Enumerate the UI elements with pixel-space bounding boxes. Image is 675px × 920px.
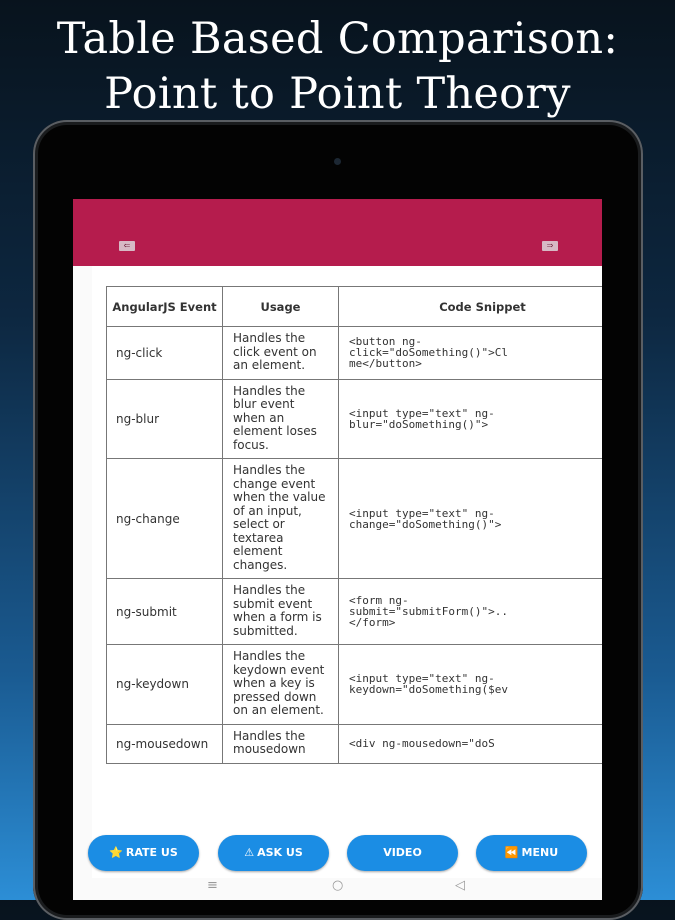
table-row xyxy=(107,379,603,459)
event-name: ng-change xyxy=(107,459,223,579)
content-area[interactable] xyxy=(92,266,602,878)
header-usage: Usage xyxy=(223,287,339,327)
table-row xyxy=(107,327,603,380)
event-name: ng-click xyxy=(107,327,223,380)
event-name: ng-submit xyxy=(107,579,223,645)
code-snippet: <input type="text" ng- blur="doSomething()"> xyxy=(339,379,603,459)
event-name: ng-blur xyxy=(107,379,223,459)
event-usage: Handles the click event on an element. xyxy=(223,327,339,380)
event-usage: Handles the blur event when an element loses focus. xyxy=(223,379,339,459)
event-usage: Handles the submit event when a form is submitted. xyxy=(223,579,339,645)
star-icon: ⭐ xyxy=(109,846,123,859)
rewind-icon: ⏪ xyxy=(504,846,519,859)
events-table xyxy=(106,286,602,764)
menu-button[interactable] xyxy=(476,835,587,871)
code-snippet: <form ng- submit="submitForm()">.. </form> xyxy=(339,579,603,645)
table-row xyxy=(107,579,603,645)
app-screen xyxy=(73,199,602,900)
rate-us-button[interactable] xyxy=(88,835,199,871)
back-icon[interactable]: ◁ xyxy=(455,878,465,893)
rate-us-label: RATE US xyxy=(125,846,178,859)
code-snippet: <button ng- click="doSomething()">Cl me</button> xyxy=(339,327,603,380)
code-snippet: <input type="text" ng- keydown="doSomething($ev xyxy=(339,645,603,725)
ask-us-label: ASK US xyxy=(257,846,303,859)
video-label: VIDEO xyxy=(383,846,422,859)
camera-icon xyxy=(334,158,341,165)
headline-line-1: Table Based Comparison: xyxy=(56,14,619,64)
arrow-right-icon[interactable]: ⇒ xyxy=(542,241,558,251)
table-header-row xyxy=(107,287,603,327)
info-icon: ⚠ xyxy=(244,846,255,859)
table-row xyxy=(107,645,603,725)
header-event: AngularJS Event xyxy=(107,287,223,327)
home-icon[interactable]: ○ xyxy=(332,878,344,893)
code-snippet: <input type="text" ng- change="doSomething()"> xyxy=(339,459,603,579)
video-button[interactable] xyxy=(347,835,458,871)
recents-icon[interactable]: ≡ xyxy=(207,878,218,893)
event-name: ng-keydown xyxy=(107,645,223,725)
page-headline xyxy=(0,12,675,122)
arrow-left-icon[interactable]: ⇐ xyxy=(119,241,135,251)
menu-label: MENU xyxy=(521,846,559,859)
code-snippet: <div ng-mousedown="doS xyxy=(339,724,603,763)
table-row xyxy=(107,724,603,763)
ask-us-button[interactable] xyxy=(218,835,329,871)
event-usage: Handles the mousedown xyxy=(223,724,339,763)
event-name: ng-mousedown xyxy=(107,724,223,763)
event-usage: Handles the keydown event when a key is pressed down on an element. xyxy=(223,645,339,725)
app-bar xyxy=(73,199,602,266)
header-code-snippet: Code Snippet xyxy=(339,287,603,327)
event-usage: Handles the change event when the value of an input, select or textarea element changes. xyxy=(223,459,339,579)
table-row xyxy=(107,459,603,579)
headline-line-2: Point to Point Theory xyxy=(104,69,571,119)
